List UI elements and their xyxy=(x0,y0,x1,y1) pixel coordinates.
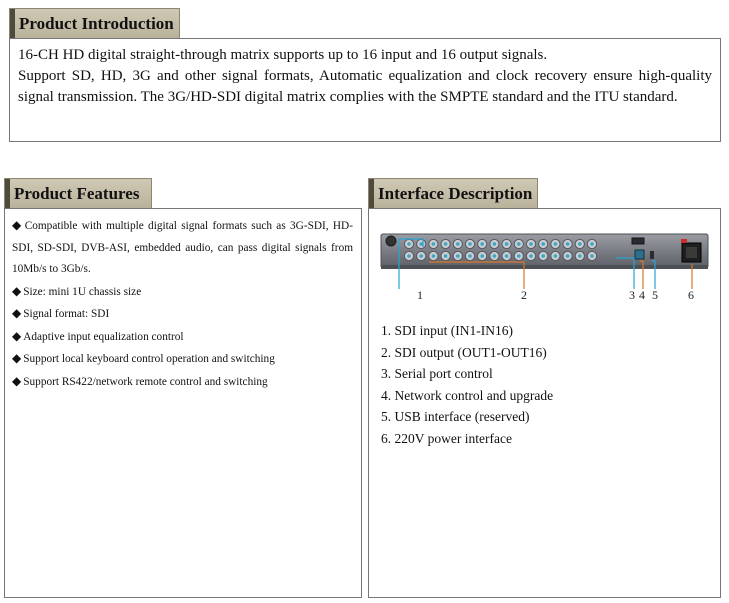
callout-1: 1 xyxy=(417,288,423,302)
feature-text: Adaptive input equalization control xyxy=(23,330,184,343)
diamond-bullet-icon: ◆ xyxy=(12,351,22,365)
bnc-pin-icon xyxy=(578,254,582,258)
bnc-pin-icon xyxy=(529,242,533,246)
bnc-pin-icon xyxy=(456,242,460,246)
diamond-bullet-icon: ◆ xyxy=(12,283,22,298)
bnc-pin-icon xyxy=(407,254,411,258)
feature-text: Support RS422/network remote control and switching xyxy=(23,375,268,388)
bnc-pin-icon xyxy=(444,242,448,246)
bnc-pin-icon xyxy=(578,242,582,246)
feature-item xyxy=(12,303,353,326)
usb-port-icon xyxy=(650,251,654,259)
interface-heading-text: Interface Description xyxy=(378,184,533,203)
interface-item: 6. 220V power interface xyxy=(381,430,512,446)
bnc-pin-icon xyxy=(444,254,448,258)
bnc-pin-icon xyxy=(505,242,509,246)
ground-knob-icon xyxy=(386,236,396,246)
interface-item: 5. USB interface (reserved) xyxy=(381,409,530,424)
bnc-pin-icon xyxy=(554,254,558,258)
bnc-pin-icon xyxy=(517,242,521,246)
features-list xyxy=(5,209,361,393)
bnc-pin-icon xyxy=(480,254,484,258)
bnc-pin-icon xyxy=(505,254,509,258)
bnc-pin-icon xyxy=(566,242,570,246)
interface-item: 1. SDI input (IN1-IN16) xyxy=(381,323,513,338)
diamond-bullet-icon: ◆ xyxy=(12,306,22,320)
features-heading-text: Product Features xyxy=(14,184,140,203)
callout-4: 4 xyxy=(639,288,645,302)
bnc-pin-icon xyxy=(590,254,594,258)
bnc-pin-icon xyxy=(432,254,436,258)
feature-item xyxy=(12,215,353,281)
callout-5: 5 xyxy=(652,288,658,302)
serial-port-icon xyxy=(632,238,644,244)
callout-6: 6 xyxy=(688,288,694,302)
interface-item: 4. Network control and upgrade xyxy=(381,387,554,403)
interface-heading xyxy=(368,178,538,208)
intro-text xyxy=(10,39,720,108)
bnc-pin-icon xyxy=(456,254,460,258)
features-box xyxy=(4,208,362,598)
callout-3: 3 xyxy=(629,288,635,302)
feature-text: Signal format: SDI xyxy=(23,308,110,320)
diamond-bullet-icon: ◆ xyxy=(12,328,22,343)
feature-item xyxy=(12,326,353,349)
interface-item: 3. Serial port control xyxy=(381,366,493,381)
feature-item xyxy=(12,281,353,304)
bnc-pin-icon xyxy=(590,242,594,246)
features-heading xyxy=(4,178,152,208)
bnc-pin-icon xyxy=(493,242,497,246)
intro-paragraph-1: 16-CH HD digital straight-through matrix supports up to 16 input and 16 output signals. xyxy=(18,47,548,63)
bnc-pin-icon xyxy=(554,242,558,246)
bnc-pin-icon xyxy=(468,242,472,246)
diamond-bullet-icon: ◆ xyxy=(12,373,22,388)
network-port-icon xyxy=(635,250,644,259)
bnc-pin-icon xyxy=(517,254,521,258)
bnc-pin-icon xyxy=(407,242,411,246)
bnc-pin-icon xyxy=(419,254,423,258)
intro-heading xyxy=(9,8,180,38)
bnc-pin-icon xyxy=(566,254,570,258)
bnc-pin-icon xyxy=(541,242,545,246)
bnc-pin-icon xyxy=(541,254,545,258)
intro-heading-text: Product Introduction xyxy=(19,14,174,33)
bnc-pin-icon xyxy=(493,254,497,258)
bnc-pin-icon xyxy=(468,254,472,258)
diamond-bullet-icon: ◆ xyxy=(12,218,23,232)
bnc-pin-icon xyxy=(529,254,533,258)
interface-item: 2. SDI output (OUT1-OUT16) xyxy=(381,344,547,360)
feature-text: Size: mini 1U chassis size xyxy=(23,285,142,298)
callout-2: 2 xyxy=(521,288,527,302)
intro-box xyxy=(9,38,721,142)
feature-text: Compatible with multiple digital signal formats such as 3G-SDI, HD-SDI, SD-SDI, DVB-ASI, embedded audio, can pass digital signals from 10Mb/s to 3Gb/s. xyxy=(12,220,353,275)
intro-paragraph-2: Support SD, HD, 3G and other signal formats, Automatic equalization and clock recovery ensure high-quality signal transmission. The 3G/HD-SDI digital matrix complies with the SMPTE standard and the ITU standard. xyxy=(18,68,712,105)
bnc-pin-icon xyxy=(432,242,436,246)
feature-text: Support local keyboard control operation and switching xyxy=(23,353,275,365)
feature-item xyxy=(12,371,353,394)
interface-box xyxy=(368,208,721,598)
feature-item xyxy=(12,348,353,371)
bnc-pin-icon xyxy=(480,242,484,246)
interface-list xyxy=(381,320,553,449)
